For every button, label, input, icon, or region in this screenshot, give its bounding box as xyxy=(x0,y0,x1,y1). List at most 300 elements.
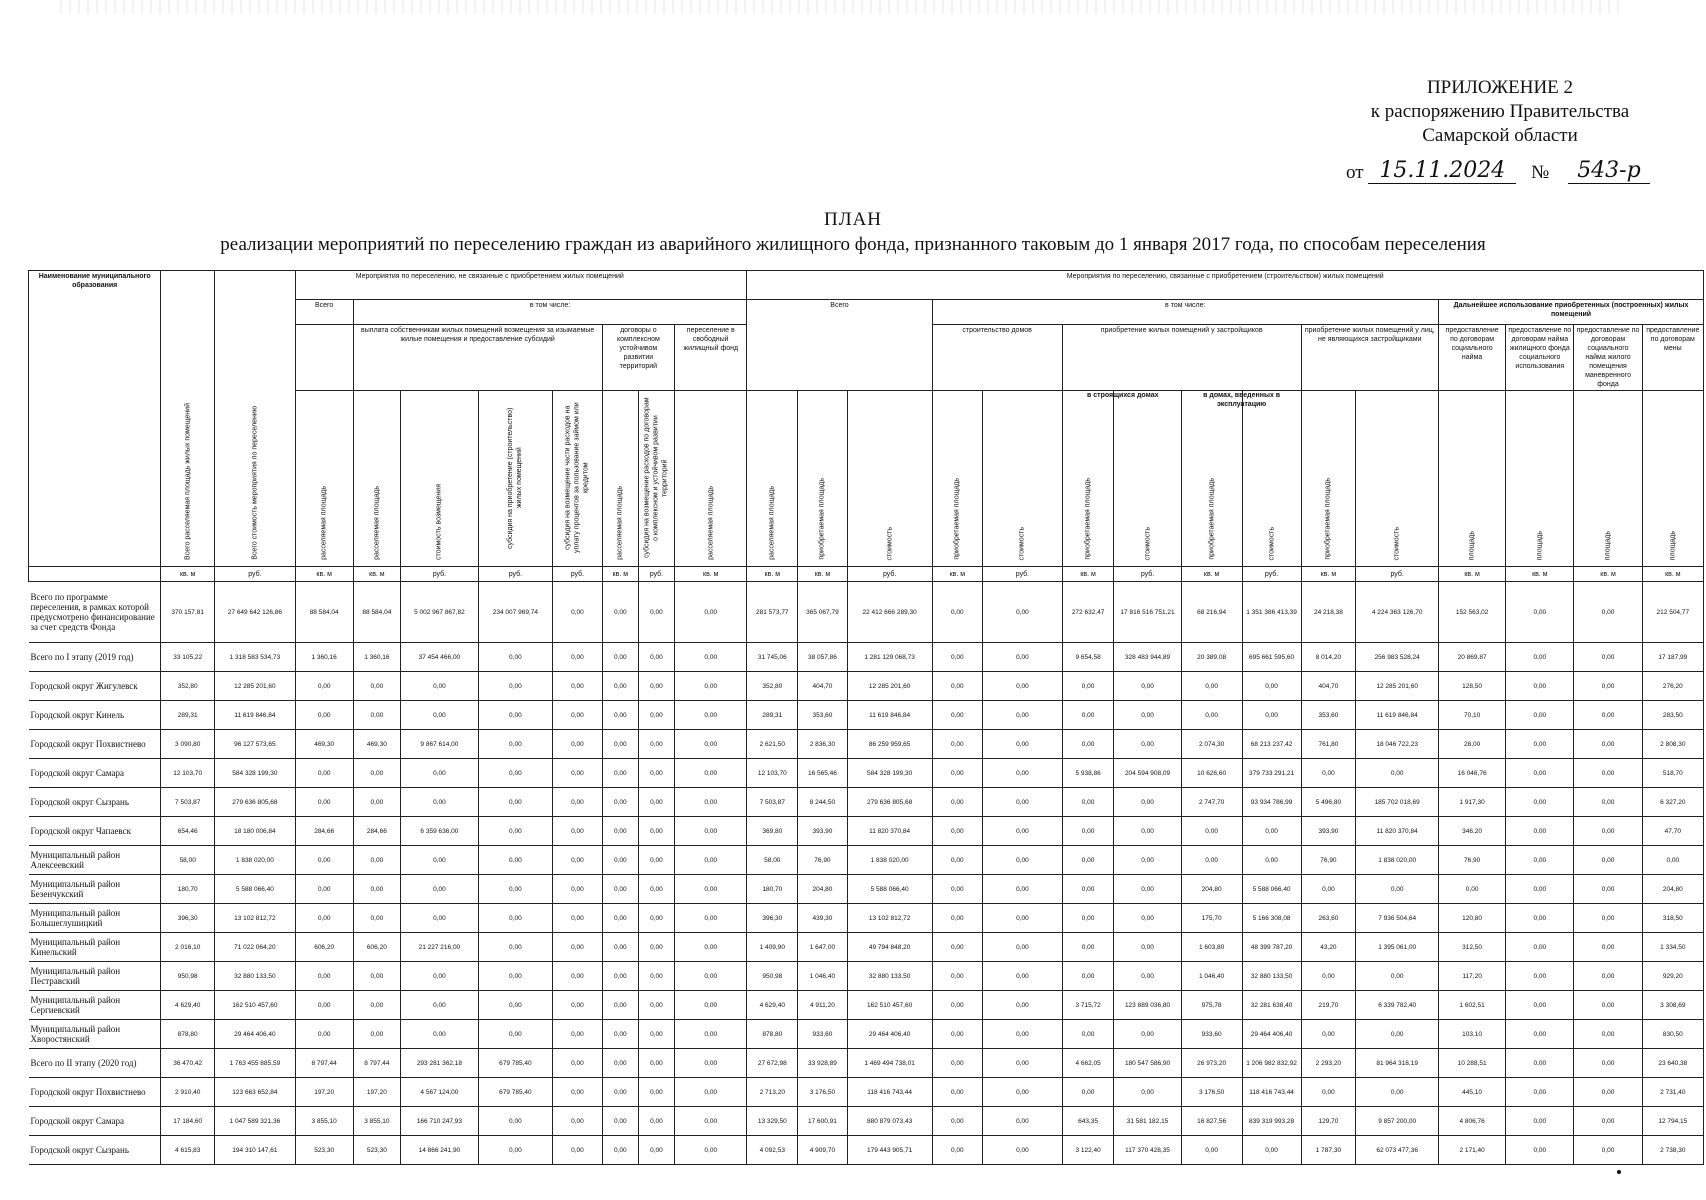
table-cell: 0,00 xyxy=(1181,817,1242,846)
table-cell: 71 022 064,20 xyxy=(215,933,296,962)
plan-title: ПЛАН xyxy=(823,209,883,230)
table-cell: 128,50 xyxy=(1439,672,1506,701)
table-cell: 346,20 xyxy=(1439,817,1506,846)
table-cell: 0,00 xyxy=(1242,846,1301,875)
col-area-2: площадь xyxy=(1506,391,1574,567)
table-cell: 0,00 xyxy=(1114,817,1181,846)
table-cell: 13 102 812,72 xyxy=(215,904,296,933)
table-cell: 4 629,40 xyxy=(161,991,215,1020)
table-cell: 0,00 xyxy=(602,962,638,991)
header-free: переселение в свободный жилищный фонд xyxy=(675,325,747,391)
table-cell: 0,00 xyxy=(638,672,674,701)
table-row xyxy=(29,788,1704,817)
table-cell: 23 640,38 xyxy=(1642,1049,1703,1078)
table-cell: 17 816 516 751,21 xyxy=(1114,582,1181,643)
table-cell: 76,90 xyxy=(1301,846,1356,875)
table-cell: 933,60 xyxy=(1181,1020,1242,1049)
table-cell: 0,00 xyxy=(1062,1020,1114,1049)
table-cell: 0,00 xyxy=(1574,991,1642,1020)
table-cell: 584 328 199,30 xyxy=(215,759,296,788)
table-cell: 4 662,05 xyxy=(1062,1049,1114,1078)
table-cell: 11 619 846,84 xyxy=(1356,701,1439,730)
unit-cell: кв. м xyxy=(747,567,798,582)
table-cell: 0,00 xyxy=(602,730,638,759)
table-cell: 0,00 xyxy=(1506,875,1574,904)
table-cell: 0,00 xyxy=(638,933,674,962)
table-cell: 0,00 xyxy=(1114,788,1181,817)
unit-cell: кв. м xyxy=(1439,567,1506,582)
table-cell: 0,00 xyxy=(1574,1107,1642,1136)
table-cell: 162 510 457,60 xyxy=(215,991,296,1020)
table-cell: 404,70 xyxy=(1301,672,1356,701)
table-cell: 0,00 xyxy=(353,904,401,933)
table-row xyxy=(29,846,1704,875)
table-cell: 17 600,91 xyxy=(798,1107,848,1136)
order-reference xyxy=(1346,158,1686,186)
table-cell: 0,00 xyxy=(1062,730,1114,759)
header-exchange: предоставление по договорам мены xyxy=(1642,325,1703,391)
table-cell: 1 838 020,00 xyxy=(1356,846,1439,875)
row-name: Городской округ Чапаевск xyxy=(29,817,161,846)
table-cell: 0,00 xyxy=(675,904,747,933)
table-row xyxy=(29,991,1704,1020)
scan-dot xyxy=(1617,1170,1621,1174)
unit-cell: кв. м xyxy=(1574,567,1642,582)
order-date: 15.11.2024 xyxy=(1368,158,1516,184)
table-cell: 0,00 xyxy=(295,962,353,991)
table-cell: 12 103,70 xyxy=(161,759,215,788)
row-name: Городской округ Жигулевск xyxy=(29,672,161,701)
table-cell: 0,00 xyxy=(1062,875,1114,904)
table-cell: 0,00 xyxy=(353,962,401,991)
table-cell: 0,00 xyxy=(353,875,401,904)
table-cell: 2 731,40 xyxy=(1642,1078,1703,1107)
table-cell: 4 567 124,00 xyxy=(401,1078,479,1107)
table-cell: 18 046 722,23 xyxy=(1356,730,1439,759)
table-cell: 353,60 xyxy=(798,701,848,730)
table-cell: 1 838 020,00 xyxy=(215,846,296,875)
table-cell: 0,00 xyxy=(401,904,479,933)
table-cell: 0,00 xyxy=(602,788,638,817)
table-cell: 0,00 xyxy=(1574,643,1642,672)
table-cell: 0,00 xyxy=(1062,1078,1114,1107)
header-from-developers: приобретение жилых помещений у застройщиков xyxy=(1062,325,1301,391)
table-cell: 839 319 993,28 xyxy=(1242,1107,1301,1136)
table-cell: 0,00 xyxy=(675,991,747,1020)
table-cell: 2 808,30 xyxy=(1642,730,1703,759)
row-name: Всего по II этапу (2020 год) xyxy=(29,1049,161,1078)
row-name: Муниципальный район Большеглушицкий xyxy=(29,904,161,933)
table-cell: 0,00 xyxy=(1356,875,1439,904)
table-cell: 0,00 xyxy=(1114,933,1181,962)
table-cell: 37 454 466,00 xyxy=(401,643,479,672)
table-cell: 312,50 xyxy=(1439,933,1506,962)
table-cell: 197,20 xyxy=(295,1078,353,1107)
table-cell: 352,80 xyxy=(161,672,215,701)
order-from-label: от xyxy=(1346,162,1364,183)
table-cell: 33 928,89 xyxy=(798,1049,848,1078)
table-cell: 0,00 xyxy=(353,672,401,701)
table-cell: 0,00 xyxy=(1506,1049,1574,1078)
table-cell: 0,00 xyxy=(675,1049,747,1078)
table-cell: 43,20 xyxy=(1301,933,1356,962)
table-cell: 204,80 xyxy=(1181,875,1242,904)
table-cell: 68 216,94 xyxy=(1181,582,1242,643)
table-cell: 0,00 xyxy=(602,1107,638,1136)
table-cell: 88 584,04 xyxy=(295,582,353,643)
table-cell: 0,00 xyxy=(1181,1136,1242,1165)
table-cell: 0,00 xyxy=(1114,875,1181,904)
table-cell: 14 866 241,90 xyxy=(401,1136,479,1165)
table-cell: 0,00 xyxy=(478,1020,552,1049)
table-cell: 0,00 xyxy=(1574,1020,1642,1049)
table-cell: 0,00 xyxy=(1062,846,1114,875)
table-cell: 0,00 xyxy=(478,1136,552,1165)
unit-cell: руб. xyxy=(983,567,1063,582)
table-cell: 0,00 xyxy=(353,701,401,730)
table-cell: 0,00 xyxy=(478,904,552,933)
table-cell: 0,00 xyxy=(932,1136,983,1165)
table-cell: 1 787,30 xyxy=(1301,1136,1356,1165)
table-cell: 0,00 xyxy=(983,672,1063,701)
table-cell: 0,00 xyxy=(478,817,552,846)
table-cell: 13 329,50 xyxy=(747,1107,798,1136)
table-cell: 0,00 xyxy=(675,817,747,846)
row-name: Городской округ Самара xyxy=(29,759,161,788)
table-cell: 1 046,40 xyxy=(1181,962,1242,991)
table-cell: 0,00 xyxy=(1506,933,1574,962)
header-social: предоставление по договорам социального найма xyxy=(1439,325,1506,391)
table-cell: 0,00 xyxy=(1574,846,1642,875)
table-cell: 0,00 xyxy=(638,1020,674,1049)
table-cell: 0,00 xyxy=(478,875,552,904)
table-cell: 0,00 xyxy=(932,1107,983,1136)
table-cell: 584 328 199,30 xyxy=(847,759,932,788)
table-cell: 276,20 xyxy=(1642,672,1703,701)
table-row xyxy=(29,701,1704,730)
table-cell: 0,00 xyxy=(478,788,552,817)
table-cell: 0,00 xyxy=(1574,904,1642,933)
table-row xyxy=(29,1020,1704,1049)
table-cell: 22 412 666 289,30 xyxy=(847,582,932,643)
table-cell: 0,00 xyxy=(675,846,747,875)
table-cell: 29 464 406,40 xyxy=(847,1020,932,1049)
table-cell: 0,00 xyxy=(553,1078,603,1107)
table-cell: 6 359 636,00 xyxy=(401,817,479,846)
table-cell: 4 224 363 126,70 xyxy=(1356,582,1439,643)
table-row xyxy=(29,582,1704,643)
table-cell: 1 318 583 534,73 xyxy=(215,643,296,672)
table-cell: 0,00 xyxy=(553,1020,603,1049)
table-cell: 0,00 xyxy=(353,759,401,788)
table-cell: 11 820 370,84 xyxy=(847,817,932,846)
table-cell: 0,00 xyxy=(932,759,983,788)
table-cell: 12 103,70 xyxy=(747,759,798,788)
col-resettled-area-5: расселяемая площадь xyxy=(747,391,798,567)
table-cell: 0,00 xyxy=(553,1049,603,1078)
table-cell: 7 503,87 xyxy=(161,788,215,817)
table-cell: 0,00 xyxy=(983,643,1063,672)
table-cell: 47,70 xyxy=(1642,817,1703,846)
table-cell: 281 573,77 xyxy=(747,582,798,643)
table-cell: 1 360,16 xyxy=(353,643,401,672)
table-cell: 0,00 xyxy=(1114,1020,1181,1049)
table-cell: 469,30 xyxy=(295,730,353,759)
table-cell: 0,00 xyxy=(553,991,603,1020)
table-cell: 523,30 xyxy=(353,1136,401,1165)
table-cell: 318,50 xyxy=(1642,904,1703,933)
table-cell: 0,00 xyxy=(932,701,983,730)
table-cell: 878,80 xyxy=(747,1020,798,1049)
table-cell: 0,00 xyxy=(478,962,552,991)
header-empty xyxy=(295,325,353,391)
table-cell: 48 399 787,20 xyxy=(1242,933,1301,962)
table-cell: 62 073 477,36 xyxy=(1356,1136,1439,1165)
table-cell: 8 014,20 xyxy=(1301,643,1356,672)
row-name: Городской округ Сызрань xyxy=(29,788,161,817)
table-cell: 396,30 xyxy=(747,904,798,933)
table-cell: 0,00 xyxy=(553,1107,603,1136)
order-number-label: № xyxy=(1531,162,1550,183)
table-cell: 0,00 xyxy=(675,875,747,904)
table-cell: 27 672,98 xyxy=(747,1049,798,1078)
table-cell: 0,00 xyxy=(1062,788,1114,817)
table-cell: 1 351 386 413,39 xyxy=(1242,582,1301,643)
col-subsidy-kru: субсидия на возмещение расходов по договорам о комплексном и устойчивом развитии территорий xyxy=(638,391,674,567)
table-cell: 0,00 xyxy=(1506,788,1574,817)
table-cell: 263,60 xyxy=(1301,904,1356,933)
table-cell: 0,00 xyxy=(1506,962,1574,991)
table-cell: 328 483 944,89 xyxy=(1114,643,1181,672)
table-cell: 0,00 xyxy=(1356,1078,1439,1107)
col-subsidy-loans: субсидия на возмещение части расходов на уплату процентов за пользование займом или кредитом xyxy=(553,391,603,567)
table-cell: 1 409,90 xyxy=(747,933,798,962)
table-cell: 76,90 xyxy=(798,846,848,875)
table-cell: 0,00 xyxy=(1356,962,1439,991)
table-cell: 0,00 xyxy=(932,672,983,701)
table-cell: 29 464 406,40 xyxy=(1242,1020,1301,1049)
table-cell: 0,00 xyxy=(638,730,674,759)
table-cell: 6 327,20 xyxy=(1642,788,1703,817)
table-cell: 0,00 xyxy=(1506,904,1574,933)
col-comp-cost: стоимость возмещения xyxy=(401,391,479,567)
unit-cell: кв. м xyxy=(798,567,848,582)
table-cell: 0,00 xyxy=(602,1078,638,1107)
table-cell: 256 983 528,24 xyxy=(1356,643,1439,672)
table-cell: 8 797,44 xyxy=(295,1049,353,1078)
unit-cell: руб. xyxy=(553,567,603,582)
table-cell: 0,00 xyxy=(553,582,603,643)
table-cell: 96 127 573,65 xyxy=(215,730,296,759)
row-name: Городской округ Похвистнево xyxy=(29,1078,161,1107)
table-cell: 289,31 xyxy=(747,701,798,730)
table-cell: 0,00 xyxy=(1356,1020,1439,1049)
table-cell: 0,00 xyxy=(602,904,638,933)
table-cell: 5 588 066,40 xyxy=(1242,875,1301,904)
row-name: Всего по программе переселения, в рамках которой предусмотрено финансирование за счет средств Фонда xyxy=(29,582,161,643)
table-cell: 93 934 786,99 xyxy=(1242,788,1301,817)
table-cell: 0,00 xyxy=(295,991,353,1020)
table-cell: 0,00 xyxy=(602,846,638,875)
table-cell: 393,90 xyxy=(1301,817,1356,846)
table-cell: 29 464 406,40 xyxy=(215,1020,296,1049)
table-cell: 0,00 xyxy=(401,759,479,788)
table-cell: 0,00 xyxy=(295,875,353,904)
table-cell: 180 547 586,90 xyxy=(1114,1049,1181,1078)
table-cell: 1 603,80 xyxy=(1181,933,1242,962)
table-cell: 21 227 216,00 xyxy=(401,933,479,962)
table-cell: 0,00 xyxy=(1574,582,1642,643)
table-cell: 0,00 xyxy=(1574,788,1642,817)
table-cell: 0,00 xyxy=(983,582,1063,643)
unit-cell: руб. xyxy=(847,567,932,582)
table-cell: 0,00 xyxy=(553,701,603,730)
plan-subtitle: реализации мероприятий по переселению граждан из аварийного жилищного фонда, признанного таковым до 1 января 2017 года, по способам переселения xyxy=(220,234,1486,255)
table-cell: 0,00 xyxy=(1062,817,1114,846)
table-cell: 2 713,20 xyxy=(747,1078,798,1107)
table-cell: 0,00 xyxy=(638,788,674,817)
table-cell: 1 281 129 068,73 xyxy=(847,643,932,672)
table-cell: 0,00 xyxy=(602,643,638,672)
table-cell: 32 880 133,50 xyxy=(215,962,296,991)
table-cell: 3 855,10 xyxy=(295,1107,353,1136)
table-cell: 272 632,47 xyxy=(1062,582,1114,643)
table-row xyxy=(29,933,1704,962)
table-cell: 8 797,44 xyxy=(353,1049,401,1078)
table-cell: 0,00 xyxy=(932,846,983,875)
table-cell: 3 090,80 xyxy=(161,730,215,759)
row-name: Городской округ Сызрань xyxy=(29,1136,161,1165)
table-cell: 975,78 xyxy=(1181,991,1242,1020)
table-cell: 20 869,87 xyxy=(1439,643,1506,672)
table-row xyxy=(29,962,1704,991)
table-cell: 0,00 xyxy=(1114,701,1181,730)
table-cell: 162 510 457,60 xyxy=(847,991,932,1020)
table-cell: 0,00 xyxy=(983,1107,1063,1136)
table-cell: 3 122,40 xyxy=(1062,1136,1114,1165)
table-cell: 0,00 xyxy=(602,1136,638,1165)
table-cell: 2 074,30 xyxy=(1181,730,1242,759)
table-cell: 0,00 xyxy=(553,933,603,962)
table-cell: 365 067,79 xyxy=(798,582,848,643)
table-cell: 0,00 xyxy=(983,1136,1063,1165)
col-cost-5: стоимость xyxy=(1356,391,1439,567)
table-cell: 58,00 xyxy=(747,846,798,875)
table-cell: 117,20 xyxy=(1439,962,1506,991)
table-cell: 679 785,40 xyxy=(478,1049,552,1078)
table-cell: 0,00 xyxy=(1574,759,1642,788)
table-cell: 123 889 036,80 xyxy=(1114,991,1181,1020)
table-cell: 0,00 xyxy=(478,759,552,788)
table-cell: 0,00 xyxy=(638,904,674,933)
header-payout: выплата собственникам жилых помещений возмещения за изымаемые жилые помещения и предоставление субсидий xyxy=(353,325,602,391)
row-name: Муниципальный район Сергиевский xyxy=(29,991,161,1020)
table-cell: 0,00 xyxy=(675,672,747,701)
table-cell: 0,00 xyxy=(553,672,603,701)
table-cell: 4 629,40 xyxy=(747,991,798,1020)
table-cell: 0,00 xyxy=(602,1020,638,1049)
table-cell: 17 187,99 xyxy=(1642,643,1703,672)
table-cell: 32 880 133,50 xyxy=(1242,962,1301,991)
table-cell: 49 794 848,20 xyxy=(847,933,932,962)
col-cost-4: стоимость xyxy=(1242,391,1301,567)
order-number: 543-р xyxy=(1568,158,1650,184)
table-cell: 469,30 xyxy=(353,730,401,759)
table-cell: 0,00 xyxy=(1242,1136,1301,1165)
table-cell: 12 794,15 xyxy=(1642,1107,1703,1136)
table-row xyxy=(29,730,1704,759)
table-cell: 20 389,08 xyxy=(1181,643,1242,672)
table-cell: 118 416 743,44 xyxy=(1242,1078,1301,1107)
table-cell: 445,10 xyxy=(1439,1078,1506,1107)
units-name-empty xyxy=(29,567,161,582)
table-cell: 9 867 614,00 xyxy=(401,730,479,759)
table-cell: 0,00 xyxy=(638,962,674,991)
table-cell: 0,00 xyxy=(602,933,638,962)
table-cell: 5 496,80 xyxy=(1301,788,1356,817)
table-cell: 5 938,86 xyxy=(1062,759,1114,788)
table-cell: 103,10 xyxy=(1439,1020,1506,1049)
table-cell: 4 615,83 xyxy=(161,1136,215,1165)
table-cell: 179 443 905,71 xyxy=(847,1136,932,1165)
table-cell: 0,00 xyxy=(401,1020,479,1049)
table-cell: 0,00 xyxy=(983,1049,1063,1078)
table-cell: 0,00 xyxy=(295,672,353,701)
table-cell: 0,00 xyxy=(675,1020,747,1049)
table-cell: 1 763 455 885,59 xyxy=(215,1049,296,1078)
table-cell: 68 213 237,42 xyxy=(1242,730,1301,759)
table-cell: 0,00 xyxy=(638,991,674,1020)
header-total-area: Всего расселяемая площадь жилых помещений xyxy=(161,271,215,567)
table-cell: 76,90 xyxy=(1439,846,1506,875)
table-cell: 0,00 xyxy=(553,904,603,933)
table-cell: 1 206 982 832,92 xyxy=(1242,1049,1301,1078)
header-in-building: в строящихся домах xyxy=(1087,392,1159,399)
table-cell: 0,00 xyxy=(1506,817,1574,846)
header-further-use: Дальнейшее использование приобретенных (построенных) жилых помещений xyxy=(1439,300,1704,325)
table-cell: 10 288,51 xyxy=(1439,1049,1506,1078)
table-cell: 123 663 652,84 xyxy=(215,1078,296,1107)
table-cell: 16 046,76 xyxy=(1439,759,1506,788)
table-cell: 11 619 846,84 xyxy=(847,701,932,730)
table-cell: 28,00 xyxy=(1439,730,1506,759)
appendix-region: Самарской области xyxy=(1422,125,1578,146)
table-cell: 0,00 xyxy=(1506,643,1574,672)
table-cell: 0,00 xyxy=(478,991,552,1020)
table-cell: 0,00 xyxy=(1506,1107,1574,1136)
table-cell: 0,00 xyxy=(478,846,552,875)
table-cell: 0,00 xyxy=(553,643,603,672)
table-cell: 950,98 xyxy=(161,962,215,991)
table-cell: 0,00 xyxy=(401,991,479,1020)
table-cell: 180,70 xyxy=(747,875,798,904)
table-cell: 0,00 xyxy=(983,933,1063,962)
row-name: Муниципальный район Алексеевский xyxy=(29,846,161,875)
table-cell: 643,35 xyxy=(1062,1107,1114,1136)
table-cell: 0,00 xyxy=(1506,701,1574,730)
table-cell: 0,00 xyxy=(675,730,747,759)
table-cell: 0,00 xyxy=(1114,904,1181,933)
table-cell: 212 504,77 xyxy=(1642,582,1703,643)
table-cell: 0,00 xyxy=(602,817,638,846)
table-row xyxy=(29,1136,1704,1165)
table-cell: 3 855,10 xyxy=(353,1107,401,1136)
table-cell: 369,80 xyxy=(747,817,798,846)
table-cell: 0,00 xyxy=(1062,962,1114,991)
table-cell: 7 503,87 xyxy=(747,788,798,817)
table-cell: 0,00 xyxy=(478,701,552,730)
table-cell: 11 619 846,84 xyxy=(215,701,296,730)
